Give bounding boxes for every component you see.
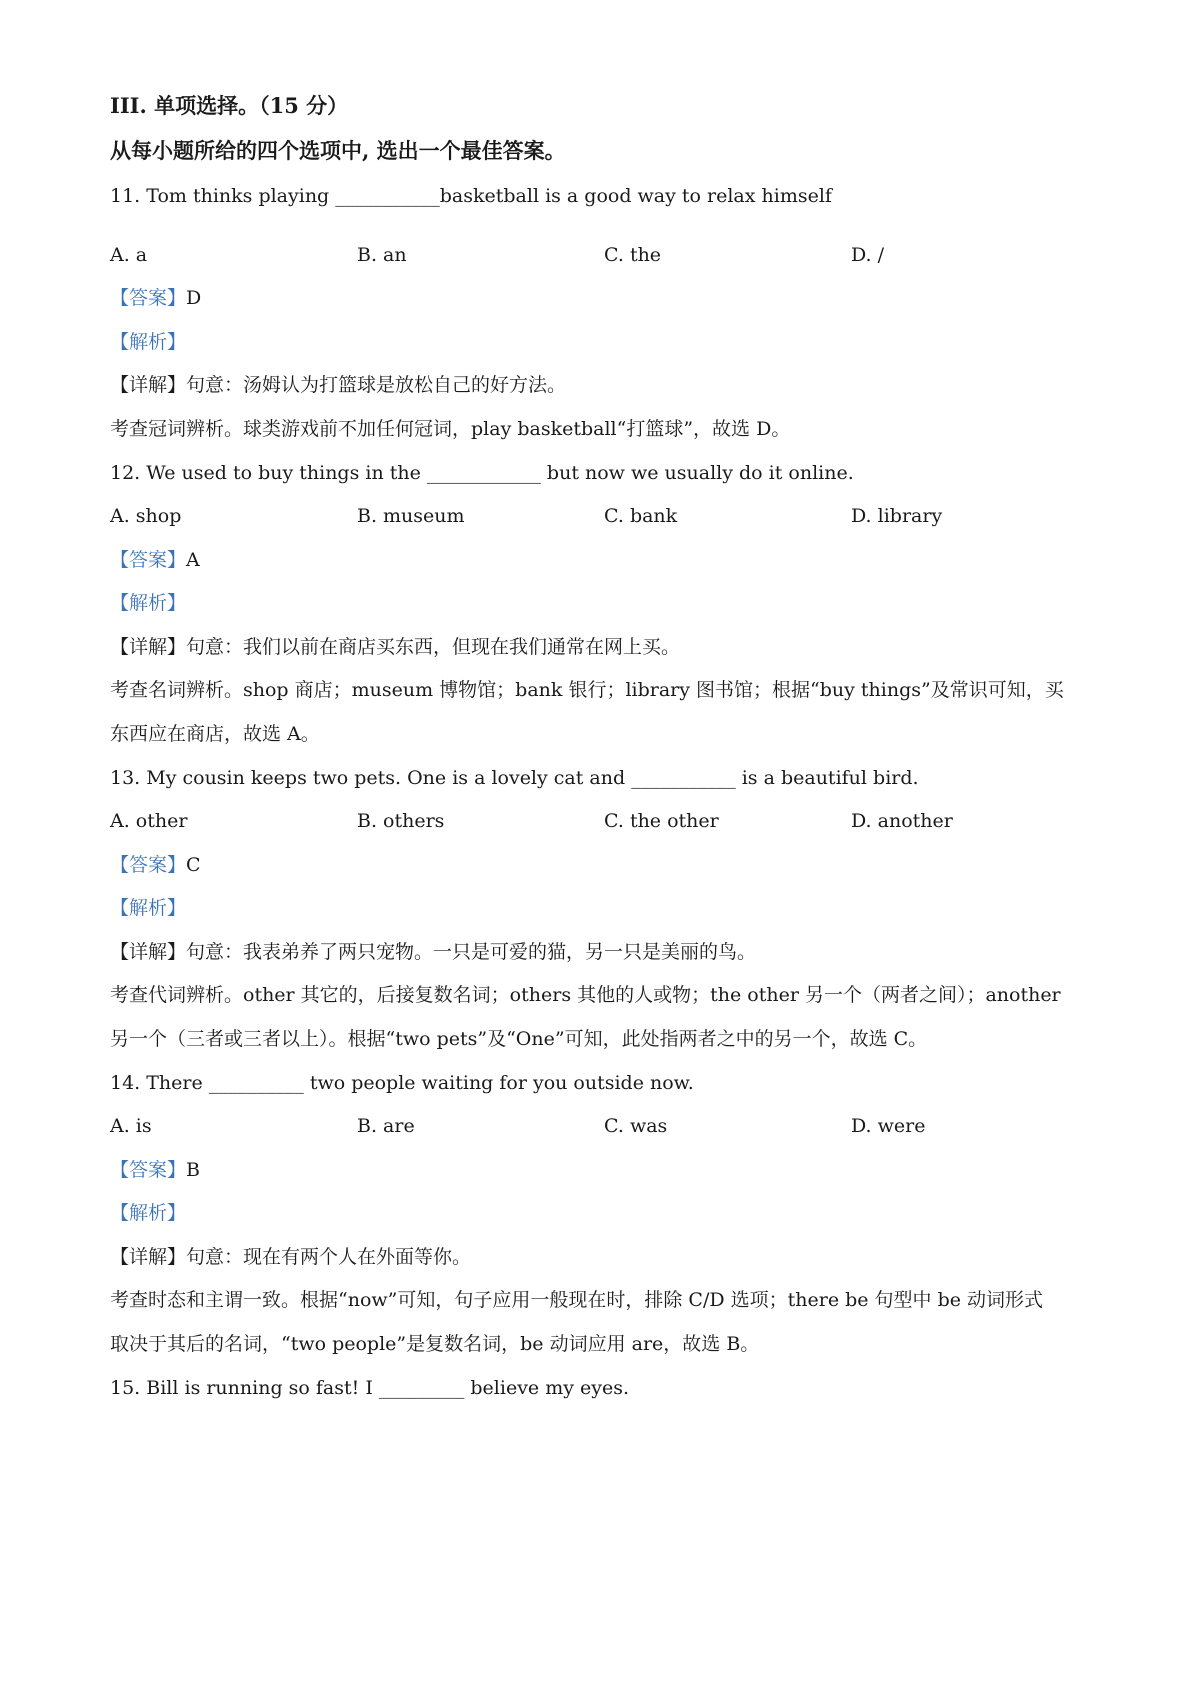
answer-label: 【答案】 <box>110 549 187 571</box>
q14-option-b: B. are <box>357 1115 415 1137</box>
q11-answer-value: D <box>186 287 202 309</box>
q11-detail <box>110 373 566 397</box>
question-13-stem: 13. My cousin keeps two pets. One is a lovely cat and ___________ is a beautiful bird. <box>110 767 919 789</box>
detail-label: 【详解】 <box>110 636 187 658</box>
q11-option-a: A. a <box>110 244 148 266</box>
q14-explanation-line-1: 考查时态和主谓一致。根据“now”可知，句子应用一般现在时，排除 C/D 选项；there be 句型中 be 动词形式 <box>110 1289 1044 1311</box>
q11-detail-text: 句意：汤姆认为打篮球是放松自己的好方法。 <box>186 374 567 396</box>
q12-option-d: D. library <box>851 505 943 527</box>
q12-answer-value: A <box>186 549 200 571</box>
q12-answer <box>110 548 200 572</box>
q13-answer <box>110 853 201 877</box>
q13-option-c: C. the other <box>604 810 719 832</box>
q14-option-a: A. is <box>110 1115 152 1137</box>
q13-explanation-line-2: 另一个（三者或三者以上）。根据“two pets”及“One”可知，此处指两者之中的另一个，故选 C。 <box>110 1028 928 1050</box>
q12-explanation-line-2: 东西应在商店，故选 A。 <box>110 723 320 745</box>
q13-option-b: B. others <box>357 810 445 832</box>
section-instruction: 从每小题所给的四个选项中, 选出一个最佳答案。 <box>110 138 566 163</box>
q13-option-d: D. another <box>851 810 953 832</box>
q12-option-c: C. bank <box>604 505 678 527</box>
q11-option-b: B. an <box>357 244 407 266</box>
answer-label: 【答案】 <box>110 287 187 309</box>
detail-label: 【详解】 <box>110 1246 187 1268</box>
q12-detail <box>110 635 680 659</box>
q12-analysis-label: 【解析】 <box>110 592 187 614</box>
q14-detail <box>110 1245 471 1269</box>
q12-option-a: A. shop <box>110 505 182 527</box>
q11-explanation-line-1: 考查冠词辨析。球类游戏前不加任何冠词，play basketball“打篮球”，故选 D。 <box>110 418 791 440</box>
q14-detail-text: 句意：现在有两个人在外面等你。 <box>186 1246 472 1268</box>
detail-label: 【详解】 <box>110 374 187 396</box>
detail-label: 【详解】 <box>110 941 187 963</box>
q14-answer-value: B <box>186 1159 200 1181</box>
q14-analysis-label: 【解析】 <box>110 1202 187 1224</box>
q11-option-d: D. / <box>851 244 885 266</box>
answer-label: 【答案】 <box>110 1159 187 1181</box>
q14-answer <box>110 1158 200 1182</box>
q12-detail-text: 句意：我们以前在商店买东西，但现在我们通常在网上买。 <box>186 636 681 658</box>
q14-explanation-line-2: 取决于其后的名词，“two people”是复数名词，be 动词应用 are，故选 B。 <box>110 1333 760 1355</box>
question-11-stem: 11. Tom thinks playing ___________basketball is a good way to relax himself <box>110 185 832 207</box>
q11-answer <box>110 286 201 310</box>
q13-explanation-line-1: 考查代词辨析。other 其它的，后接复数名词；others 其他的人或物；the other 另一个（两者之间）；another <box>110 984 1061 1006</box>
q13-analysis-label: 【解析】 <box>110 897 187 919</box>
question-14-stem: 14. There __________ two people waiting for you outside now. <box>110 1072 694 1094</box>
q12-explanation-line-1: 考查名词辨析。shop 商店；museum 博物馆；bank 银行；library 图书馆；根据“buy things”及常识可知，买 <box>110 679 1064 701</box>
question-15-stem: 15. Bill is running so fast! I _________ believe my eyes. <box>110 1377 630 1399</box>
q13-detail-text: 句意：我表弟养了两只宠物。一只是可爱的猫，另一只是美丽的鸟。 <box>186 941 757 963</box>
question-12-stem: 12. We used to buy things in the ____________ but now we usually do it online. <box>110 462 854 484</box>
q13-option-a: A. other <box>110 810 188 832</box>
section-heading: III. 单项选择。（15 分） <box>110 93 349 118</box>
q13-detail <box>110 940 756 964</box>
q11-option-c: C. the <box>604 244 662 266</box>
q13-answer-value: C <box>186 854 201 876</box>
answer-label: 【答案】 <box>110 854 187 876</box>
q12-option-b: B. museum <box>357 505 465 527</box>
q14-option-d: D. were <box>851 1115 926 1137</box>
q11-analysis-label: 【解析】 <box>110 331 187 353</box>
q14-option-c: C. was <box>604 1115 668 1137</box>
